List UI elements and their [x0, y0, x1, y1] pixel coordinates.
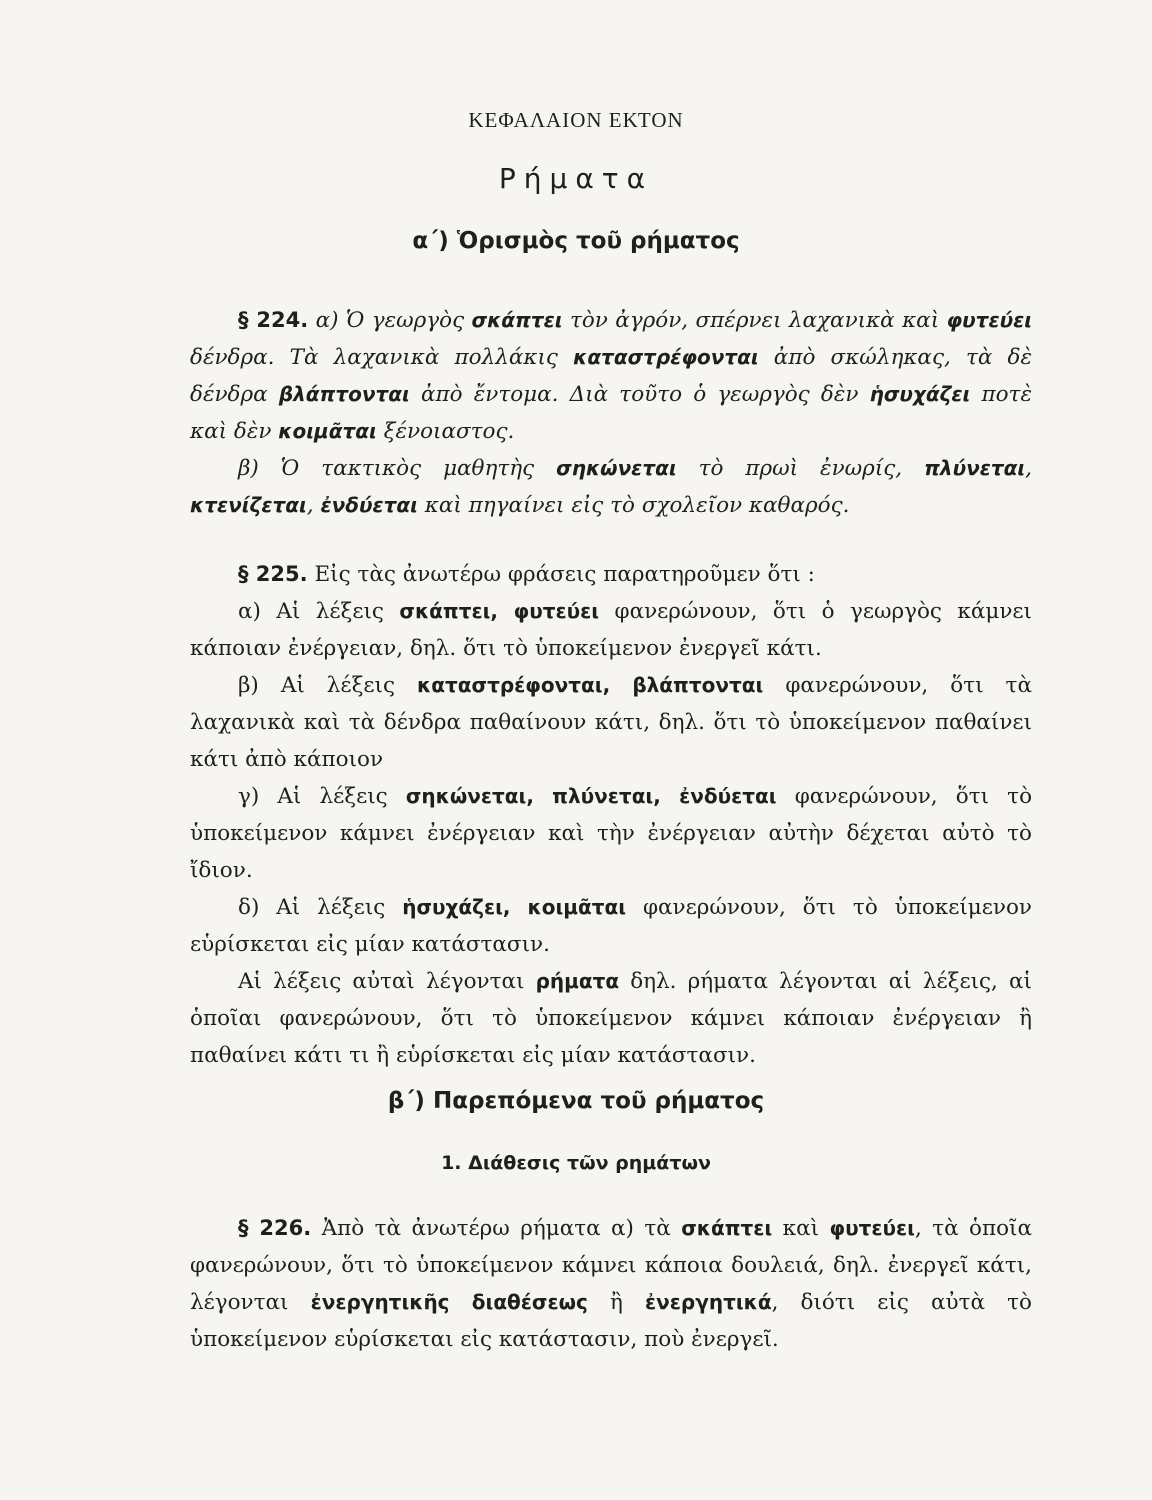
- heading-definition: α΄) Ὁρισμὸς τοῦ ρήματος: [412, 228, 740, 254]
- verb-word: σκάπτει: [471, 308, 563, 332]
- text-span: φανερώνουν, ὅτι ὁ γεωργὸς κάμνει κάποιαν ἐνέργειαν, δηλ. ὅτι τὸ ὑποκείμενον ἐνεργεῖ κάτι.: [190, 599, 1032, 661]
- paragraph-225-c: [190, 778, 1032, 889]
- verb-word: σηκώνεται, πλύνεται, ἐνδύεται: [405, 784, 777, 808]
- paragraph-225-b: [190, 667, 1032, 778]
- text-span: ,: [1025, 456, 1032, 481]
- text-span: β) Αἱ λέξεις: [238, 673, 396, 698]
- verb-word: σκάπτει: [681, 1216, 773, 1240]
- text-span: καὶ: [782, 1216, 820, 1241]
- text-span: δ) Αἱ λέξεις: [238, 895, 386, 920]
- paragraph-224-b: [190, 450, 1032, 524]
- text-span: Εἰς τὰς ἀνωτέρω φράσεις παρατηροῦμεν ὅτι :: [314, 562, 815, 587]
- verb-word: κτενίζεται: [190, 493, 307, 517]
- paragraph-225: [190, 556, 1032, 1074]
- text-span: φανερώνουν, ὅτι τὰ λαχανικὰ καὶ τὰ δένδρα παθαίνουν κάτι, δηλ. ὅτι τὸ ὑποκείμενον παθαίνει κάτι ἀπὸ κάποιον: [190, 673, 1032, 772]
- text-span: ,: [306, 493, 314, 518]
- text-span: δηλ. ρήματα λέγονται αἱ λέξεις, αἱ ὁποῖαι φανερώνουν, ὅτι τὸ ὑποκείμενον κάμνει κάποιαν ἐνέργειαν ἢ παθαίνει κάτι τι ἢ εὑρίσκεται εἰς μίαν κατάστασιν.: [190, 969, 1032, 1068]
- chapter-title: ΚΕΦΑΛΑΙΟΝ ΕΚΤΟΝ: [468, 108, 684, 132]
- text-span: γ) Αἱ λέξεις: [238, 784, 388, 809]
- verb-word: καταστρέφονται: [573, 345, 759, 369]
- paragraph-225-intro: [190, 556, 1032, 593]
- paragraph-225-a: [190, 593, 1032, 667]
- text-span: τὸ πρωὶ ἐνωρίς,: [698, 456, 903, 481]
- verb-word: ἐνεργητικῆς διαθέσεως: [310, 1290, 588, 1314]
- paragraph-number: § 225.: [238, 562, 308, 586]
- text-span: φανερώνουν, ὅτι τὸ ὑποκείμενον εὑρίσκεται εἰς μίαν κατάστασιν.: [190, 895, 1033, 957]
- paragraph-224-a: [190, 302, 1032, 450]
- verb-word: ρήματα: [535, 969, 620, 993]
- text-span: , διότι εἰς αὐτὰ τὸ ὑποκείμενον εὑρίσκεται εἰς κατάστασιν, ποὺ ἐνεργεῖ.: [190, 1290, 1032, 1352]
- verb-word: βλάπτονται: [278, 382, 410, 406]
- text-span: α) Ὁ γεωργὸς: [315, 308, 465, 333]
- text-span: ποτὲ καὶ δὲν: [190, 382, 1032, 444]
- verb-word: σκάπτει, φυτεύει: [399, 599, 600, 623]
- verb-word: ἡσυχάζει, κοιμᾶται: [402, 895, 627, 919]
- heading-accidents: β΄) Παρεπόμενα τοῦ ρήματος: [387, 1088, 765, 1114]
- text-span: Ἀπὸ τὰ ἀνωτέρω ρήματα α) τὰ: [321, 1216, 671, 1241]
- text-span: ξένοιαστος.: [383, 419, 515, 444]
- paragraph-number: § 226.: [238, 1216, 312, 1240]
- text-span: ἢ: [610, 1290, 623, 1315]
- paragraph-226-text: [190, 1210, 1032, 1358]
- paragraph-number: § 224.: [238, 308, 309, 332]
- text-span: α) Αἱ λέξεις: [238, 599, 384, 624]
- paragraph-224: [190, 302, 1032, 524]
- verb-word: φυτεύει: [829, 1216, 915, 1240]
- text-span: φανερώνουν, ὅτι τὸ ὑποκείμενον κάμνει ἐνέργειαν καὶ τὴν ἐνέργειαν αὐτὴν δέχεται αὐτὸ τὸ ἴδιον.: [190, 784, 1033, 883]
- text-span: τὸν ἀγρόν, σπέρνει λαχανικὰ καὶ: [569, 308, 940, 333]
- verb-word: ἐνεργητικά: [645, 1290, 772, 1314]
- text-span: , τὰ ὁποῖα φανερώνουν, ὅτι τὸ ὑποκείμενον κάμνει κάποια δουλειά, δηλ. ἐνεργεῖ κάτι, λέγονται: [190, 1216, 1032, 1315]
- text-span: δένδρα. Τὰ λαχανικὰ πολλάκις: [190, 345, 558, 370]
- text-span: ἀπὸ ἔντομα. Διὰ τοῦτο ὁ γεωργὸς δὲν: [420, 382, 859, 407]
- paragraph-225-d: [190, 889, 1032, 963]
- verb-word: πλύνεται: [924, 456, 1026, 480]
- verb-word: κοιμᾶται: [278, 419, 377, 443]
- subheading-voice: 1. Διάθεσις τῶν ρημάτων: [441, 1152, 711, 1174]
- verb-word: φυτεύει: [946, 308, 1033, 332]
- verb-word: ἡσυχάζει: [869, 382, 971, 406]
- paragraph-225-summary: [190, 963, 1032, 1074]
- verb-word: καταστρέφονται, βλάπτονται: [417, 673, 764, 697]
- paragraph-226: [190, 1210, 1032, 1358]
- verb-word: ἐνδύεται: [320, 493, 418, 517]
- text-span: καὶ πηγαίνει εἰς τὸ σχολεῖον καθαρός.: [424, 493, 850, 518]
- text-span: β) Ὁ τακτικὸς μαθητὴς: [238, 456, 535, 481]
- verb-word: σηκώνεται: [556, 456, 677, 480]
- text-span: Αἱ λέξεις αὐταὶ λέγονται: [238, 969, 525, 994]
- section-title: Ρήματα: [498, 162, 654, 195]
- text-span: ἀπὸ σκώληκας, τὰ δὲ δένδρα: [190, 345, 1032, 407]
